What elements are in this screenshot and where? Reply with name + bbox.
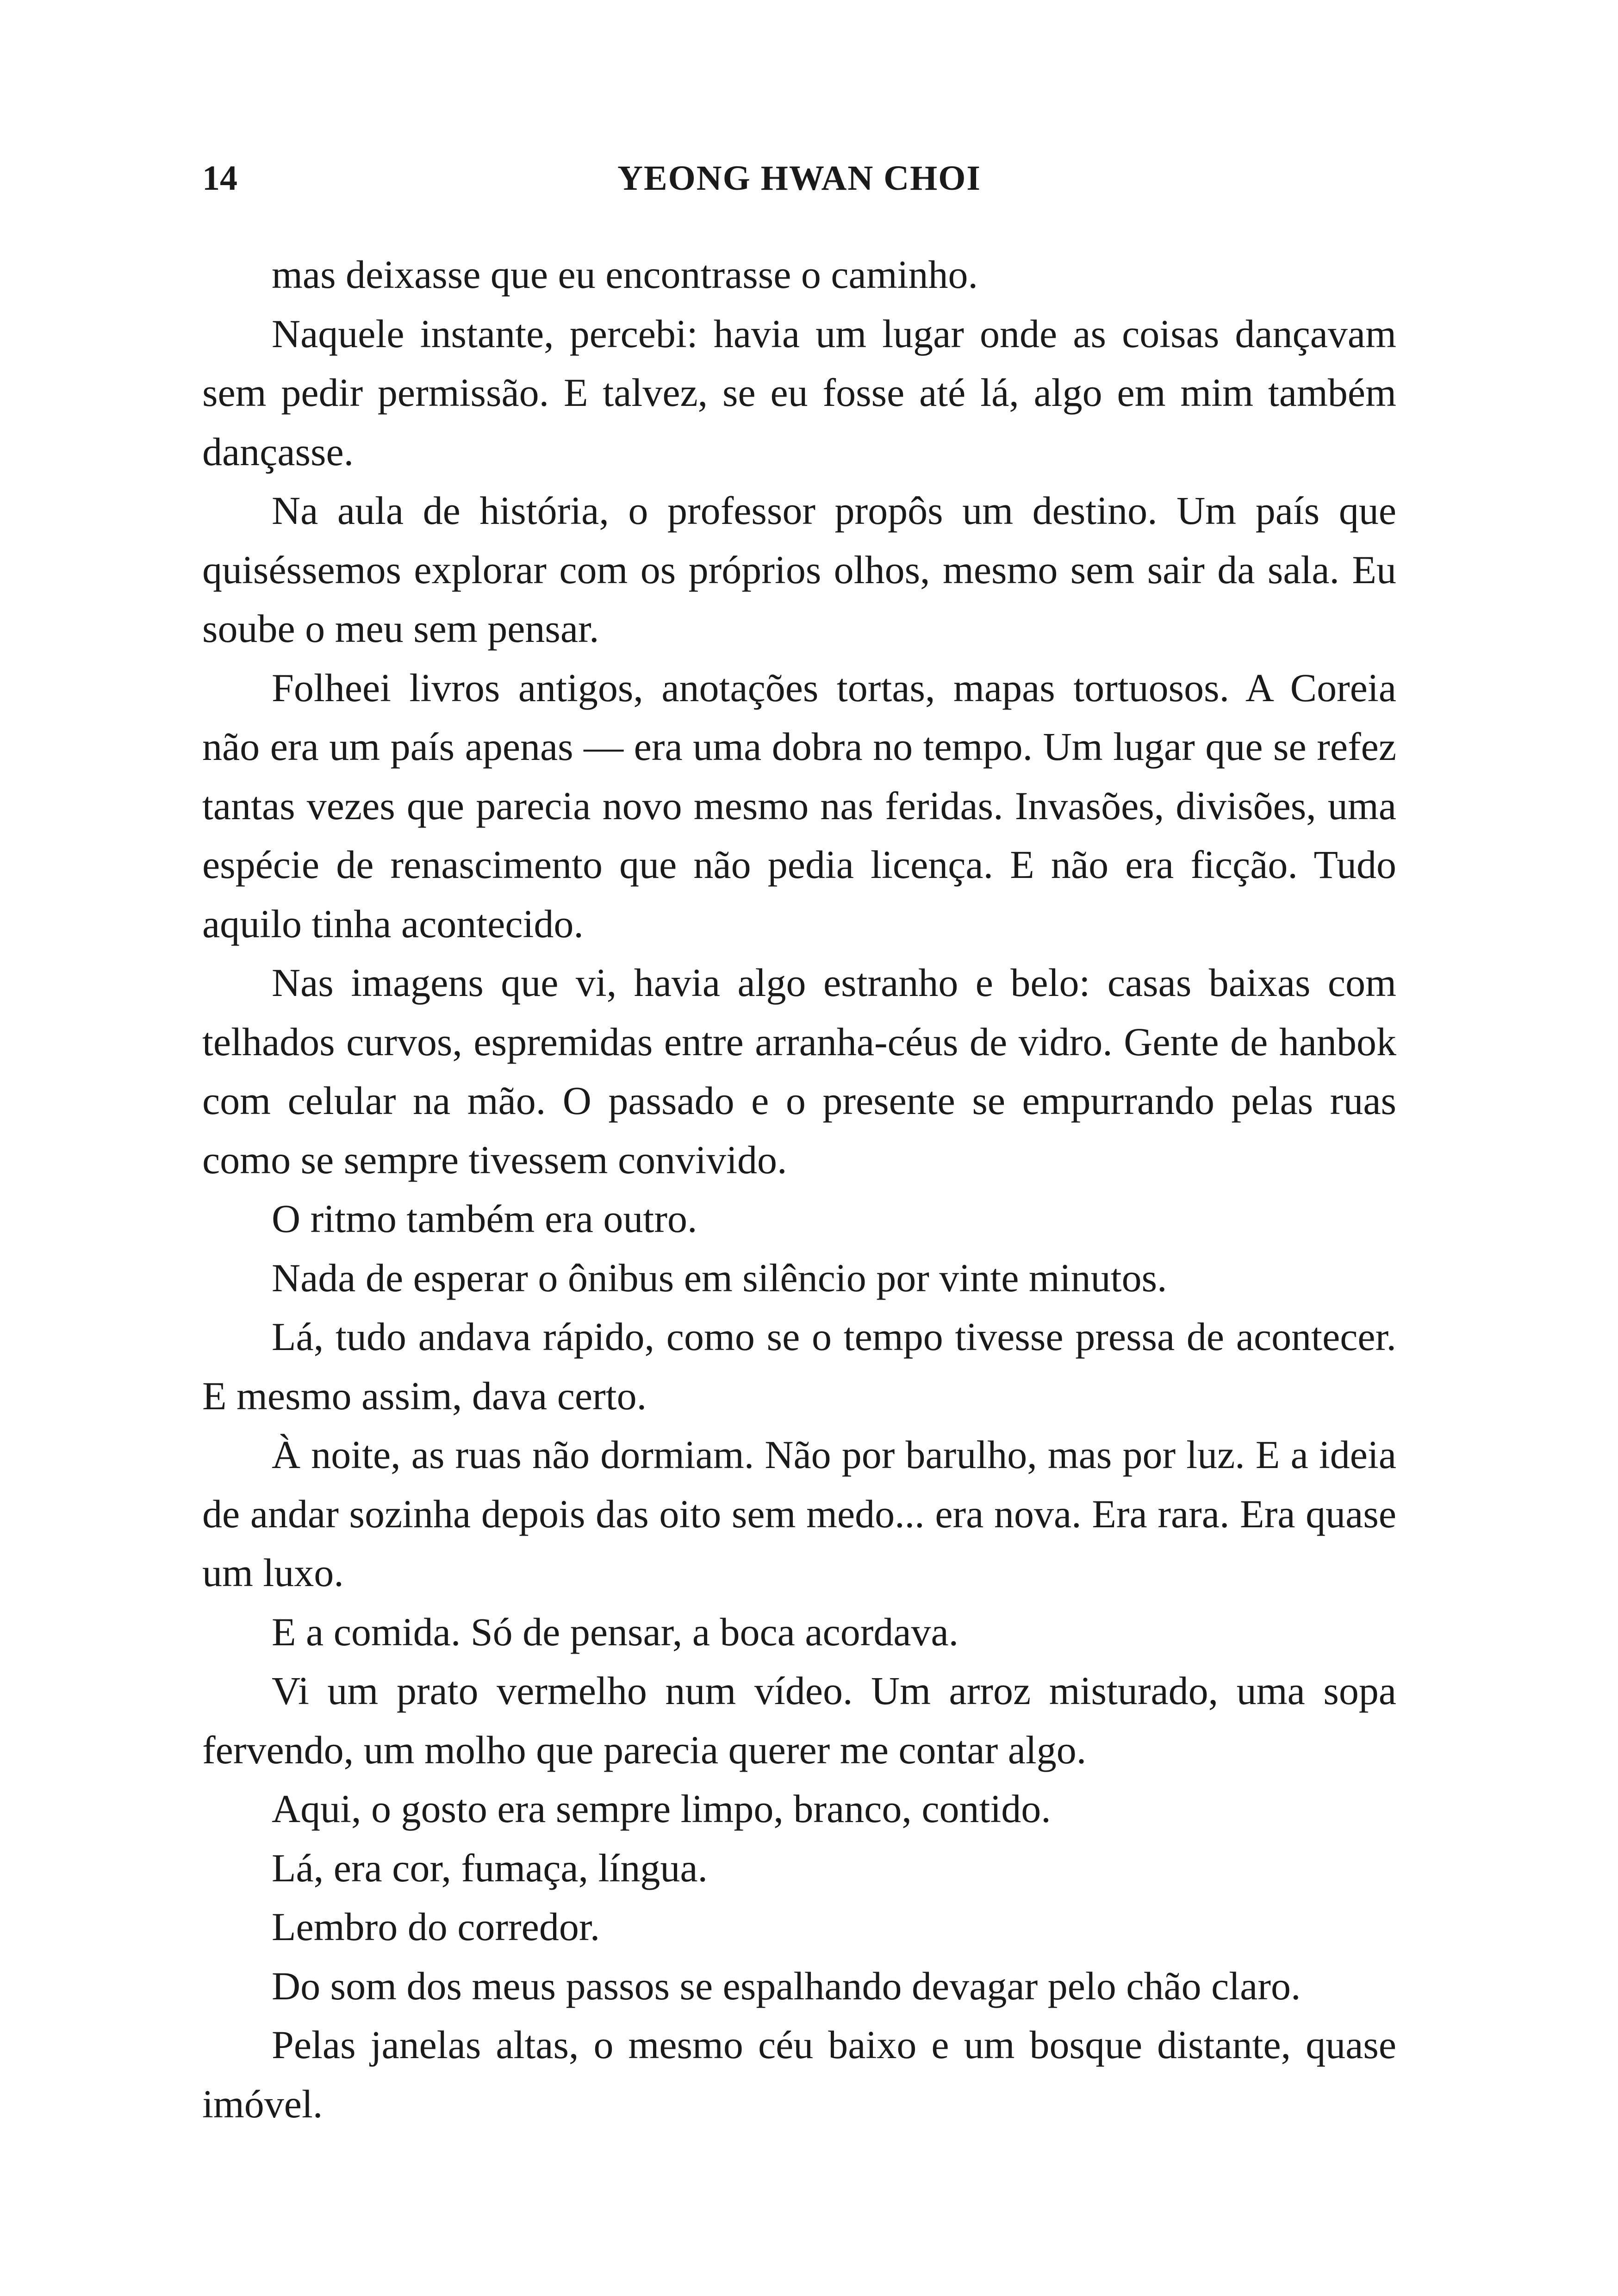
body-text	[202, 245, 1396, 2134]
paragraph: Vi um prato vermelho num vídeo. Um arroz misturado, uma sopa fervendo, um molho que parecia querer me contar algo.	[202, 1668, 1396, 1772]
paragraph: Naquele instante, percebi: havia um lugar onde as coisas dançavam sem pedir permissão. E talvez, se eu fosse até lá, algo em mim também dançasse.	[202, 311, 1396, 474]
page-number: 14	[202, 159, 237, 198]
paragraph: Lembro do corredor.	[272, 1904, 600, 1949]
page-header	[202, 153, 1396, 204]
paragraph: Pelas janelas altas, o mesmo céu baixo e um bosque distante, quase imóvel.	[202, 2022, 1396, 2126]
paragraph: Lá, tudo andava rápido, como se o tempo tivesse pressa de acontecer. E mesmo assim, dava certo.	[202, 1314, 1396, 1418]
paragraph-continued: mas deixasse que eu encontrasse o caminho.	[272, 252, 978, 297]
paragraph: Folheei livros antigos, anotações tortas, mapas tortuosos. A Coreia não era um país apenas — era uma dobra no tempo. Um lugar que se refez tantas vezes que parecia novo mesmo nas feridas. Invasões, divisões, uma espécie de renascimento que não pedia licença. E não era ficção. Tudo aquilo tinha acontecido.	[202, 665, 1396, 946]
paragraph: O ritmo também era outro.	[272, 1196, 697, 1241]
paragraph: Nada de esperar o ônibus em silêncio por vinte minutos.	[272, 1255, 1167, 1300]
paragraph: Do som dos meus passos se espalhando devagar pelo chão claro.	[272, 1963, 1301, 2008]
paragraph: Lá, era cor, fumaça, língua.	[272, 1845, 708, 1890]
running-head-author: YEONG HWAN CHOI	[617, 159, 981, 198]
paragraph: Aqui, o gosto era sempre limpo, branco, contido.	[272, 1786, 1051, 1831]
paragraph: À noite, as ruas não dormiam. Não por barulho, mas por luz. E a ideia de andar sozinha depois das oito sem medo... era nova. Era rara. Era quase um luxo.	[202, 1432, 1396, 1595]
paragraph: E a comida. Só de pensar, a boca acordava.	[272, 1609, 959, 1654]
paragraph: Na aula de história, o professor propôs um destino. Um país que quiséssemos explorar com os próprios olhos, mesmo sem sair da sala. Eu soube o meu sem pensar.	[202, 488, 1396, 651]
paragraph: Nas imagens que vi, havia algo estranho e belo: casas baixas com telhados curvos, espremidas entre arranha-céus de vidro. Gente de hanbok com celular na mão. O passado e o presente se empurrando pelas ruas como se sempre tivessem convivido.	[202, 960, 1396, 1182]
